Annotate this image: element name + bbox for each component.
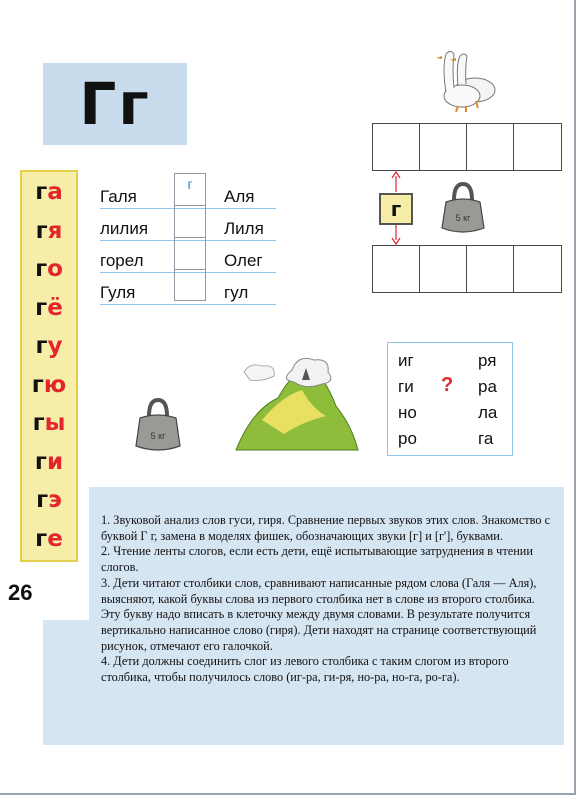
question-mark: ? bbox=[441, 374, 454, 396]
cell-divider bbox=[174, 205, 206, 206]
match-left-syllable[interactable]: иг bbox=[398, 351, 414, 370]
match-left-syllable[interactable]: ги bbox=[398, 377, 414, 396]
model-cell[interactable] bbox=[420, 124, 467, 170]
left-word: горел bbox=[100, 251, 144, 270]
syllable-vowel: о bbox=[47, 256, 63, 282]
syllable bbox=[22, 255, 76, 283]
letter-title-box bbox=[43, 63, 187, 145]
syllable-vowel: е bbox=[47, 525, 63, 552]
instruction-1: 1. Звуковой анализ слов гуси, гиря. Сравнение первых звуков этих слов. Знакомство с буквой Г г, замена в моделях фишек, обозначающих звуки [г] и [г'], буквами. bbox=[101, 513, 551, 543]
syllable-consonant: г bbox=[35, 179, 48, 205]
mountain-picture bbox=[232, 350, 360, 454]
left-word: лилия bbox=[100, 219, 149, 238]
syllable-vowel: э bbox=[48, 487, 62, 513]
model-cell[interactable] bbox=[420, 246, 467, 292]
syllable-vowel: ю bbox=[43, 371, 67, 398]
syllable bbox=[22, 409, 76, 437]
cell-letter: г bbox=[187, 176, 193, 192]
sound-model-top[interactable] bbox=[372, 123, 562, 171]
sound-model-bottom[interactable] bbox=[372, 245, 562, 293]
letter-title: Гг bbox=[79, 70, 151, 138]
weight-label: 5 кг bbox=[150, 431, 166, 441]
syllable bbox=[22, 294, 76, 322]
left-word: Гуля bbox=[100, 283, 136, 302]
syllable bbox=[22, 525, 76, 553]
cell-divider bbox=[174, 269, 206, 270]
syllable-consonant: г bbox=[31, 371, 44, 398]
syllable bbox=[22, 332, 76, 360]
page-number: 26 bbox=[8, 580, 33, 605]
syllable-vowel: я bbox=[47, 217, 63, 244]
teacher-instructions bbox=[89, 487, 564, 745]
geese-picture bbox=[432, 44, 500, 114]
syllable-consonant: г bbox=[34, 448, 47, 475]
syllable bbox=[22, 448, 76, 476]
right-word: гул bbox=[224, 283, 249, 302]
syllable-vowel: ё bbox=[47, 294, 63, 321]
instruction-2: 2. Чтение ленты слогов, если есть дети, ещё испытывающие затруднения в чтении слогов. bbox=[101, 544, 533, 575]
match-right-syllable[interactable]: ря bbox=[478, 351, 497, 370]
match-right-syllable[interactable]: ра bbox=[478, 377, 497, 396]
syllable-vowel: и bbox=[46, 448, 64, 475]
left-word: Галя bbox=[100, 187, 137, 206]
model-cell[interactable] bbox=[373, 124, 420, 170]
instruction-4: 4. Дети должны соединить слог из левого столбика с таким слогом из второго столбика, чтобы получилось слово (иг-ра, ги-ря, но-ра, но-га, ро-га). bbox=[101, 654, 509, 685]
weight-icon bbox=[440, 180, 486, 236]
letter-chip: г bbox=[379, 193, 413, 225]
syllable-consonant: г bbox=[32, 410, 45, 436]
right-word: Лиля bbox=[224, 219, 264, 238]
syllable-consonant: г bbox=[35, 333, 48, 359]
match-left-syllable[interactable]: ро bbox=[398, 429, 417, 448]
weight-icon bbox=[134, 396, 182, 454]
syllable bbox=[22, 217, 76, 245]
weight-label: 5 кг bbox=[455, 213, 471, 223]
model-cell[interactable] bbox=[467, 246, 514, 292]
model-cell[interactable] bbox=[467, 124, 514, 170]
match-left-syllable[interactable]: но bbox=[398, 403, 417, 422]
syllable bbox=[22, 178, 76, 206]
syllable-vowel: у bbox=[47, 333, 63, 359]
model-cell[interactable] bbox=[373, 246, 420, 292]
syllable-vowel: а bbox=[47, 179, 63, 205]
right-word: Олег bbox=[224, 251, 263, 270]
syllable-match-table bbox=[387, 342, 513, 456]
syllable-consonant: г bbox=[35, 294, 48, 321]
writing-line bbox=[100, 304, 276, 305]
right-word: Аля bbox=[224, 187, 255, 206]
syllable-vowel: ы bbox=[44, 410, 66, 436]
syllable bbox=[22, 486, 76, 514]
syllable-consonant: г bbox=[35, 217, 48, 244]
model-cell[interactable] bbox=[514, 246, 561, 292]
syllable-strip bbox=[20, 170, 78, 562]
model-cell[interactable] bbox=[514, 124, 561, 170]
syllable-consonant: г bbox=[36, 487, 49, 513]
match-right-syllable[interactable]: ла bbox=[478, 403, 498, 422]
instructions-margin-band bbox=[43, 620, 91, 745]
syllable-consonant: г bbox=[35, 525, 48, 552]
syllable-consonant: г bbox=[35, 256, 48, 282]
match-right-syllable[interactable]: га bbox=[478, 429, 494, 448]
instruction-3: 3. Дети читают столбики слов, сравнивают написанные рядом слова (Галя — Аля), выясняют, какой буквы слова из первого столбика нет в слове из второго столбика. Эту букву надо вписать в клеточку между двумя словами. В результате получится вертикально написанное слово (гиря). Дети находят на странице соответствующий рисунок, отмечают его галочкой. bbox=[101, 575, 537, 653]
cell-divider bbox=[174, 237, 206, 238]
syllable bbox=[22, 371, 76, 399]
